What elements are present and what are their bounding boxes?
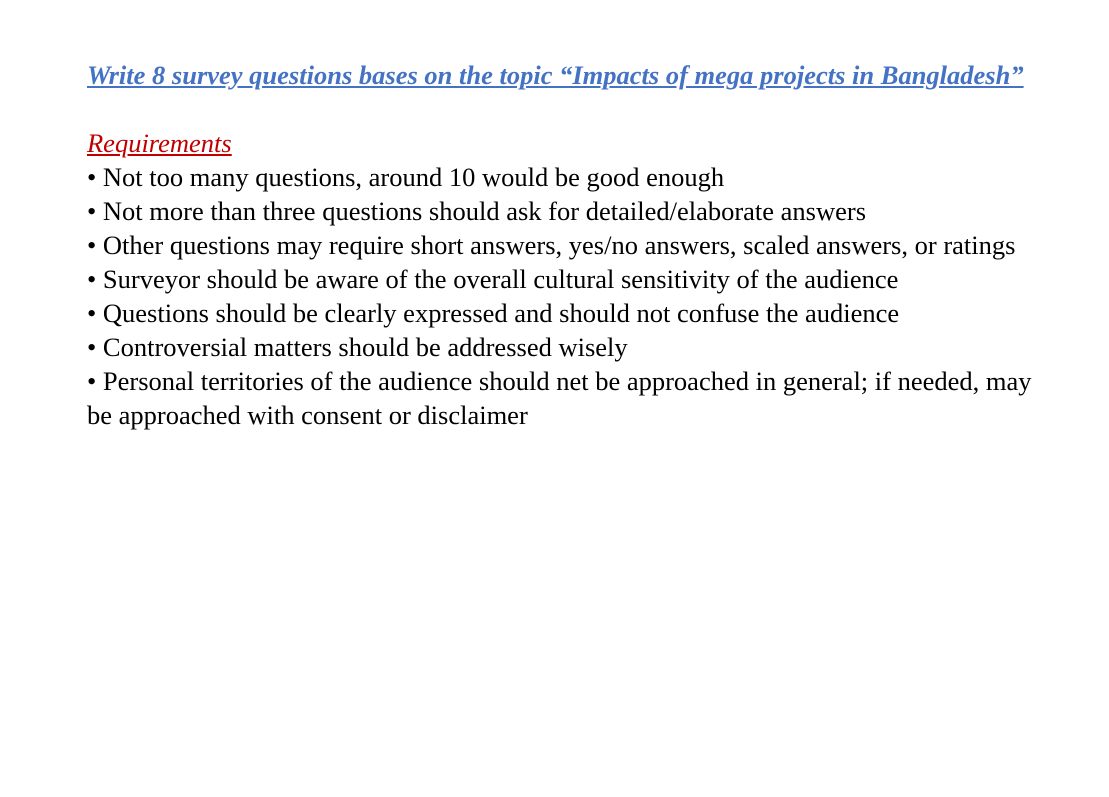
bullet-icon: • bbox=[87, 264, 97, 294]
requirement-item bbox=[87, 160, 1062, 194]
requirement-text: Surveyor should be aware of the overall cultural sensitivity of the audience bbox=[102, 264, 899, 294]
bullet-icon: • bbox=[87, 196, 97, 226]
bullet-icon: • bbox=[87, 230, 97, 260]
document-page bbox=[87, 58, 1062, 432]
bullet-icon: • bbox=[87, 332, 97, 362]
requirements-heading: Requirements bbox=[87, 128, 232, 158]
requirement-text: Other questions may require short answers, yes/no answers, scaled answers, or ratings bbox=[102, 230, 1016, 260]
requirement-item bbox=[87, 296, 1062, 330]
requirement-text: Questions should be clearly expressed and should not confuse the audience bbox=[102, 298, 900, 328]
requirement-item bbox=[87, 194, 1062, 228]
bullet-icon: • bbox=[87, 162, 97, 192]
requirement-text: Personal territories of the audience should net be approached in general; if needed, may be approached with consent or disclaimer bbox=[87, 366, 1032, 430]
document-title: Write 8 survey questions bases on the topic “Impacts of mega projects in Bangladesh” bbox=[87, 60, 1024, 90]
bullet-icon: • bbox=[87, 298, 97, 328]
bullet-icon: • bbox=[87, 366, 97, 396]
requirement-item bbox=[87, 330, 1062, 364]
requirement-text: Controversial matters should be addressed wisely bbox=[102, 332, 628, 362]
requirement-item bbox=[87, 364, 1062, 432]
blank-line bbox=[87, 92, 1062, 126]
requirement-text: Not more than three questions should ask for detailed/elaborate answers bbox=[102, 196, 867, 226]
requirements-list bbox=[87, 160, 1062, 432]
requirement-item bbox=[87, 262, 1062, 296]
requirement-item bbox=[87, 228, 1062, 262]
requirement-text: Not too many questions, around 10 would be good enough bbox=[102, 162, 725, 192]
